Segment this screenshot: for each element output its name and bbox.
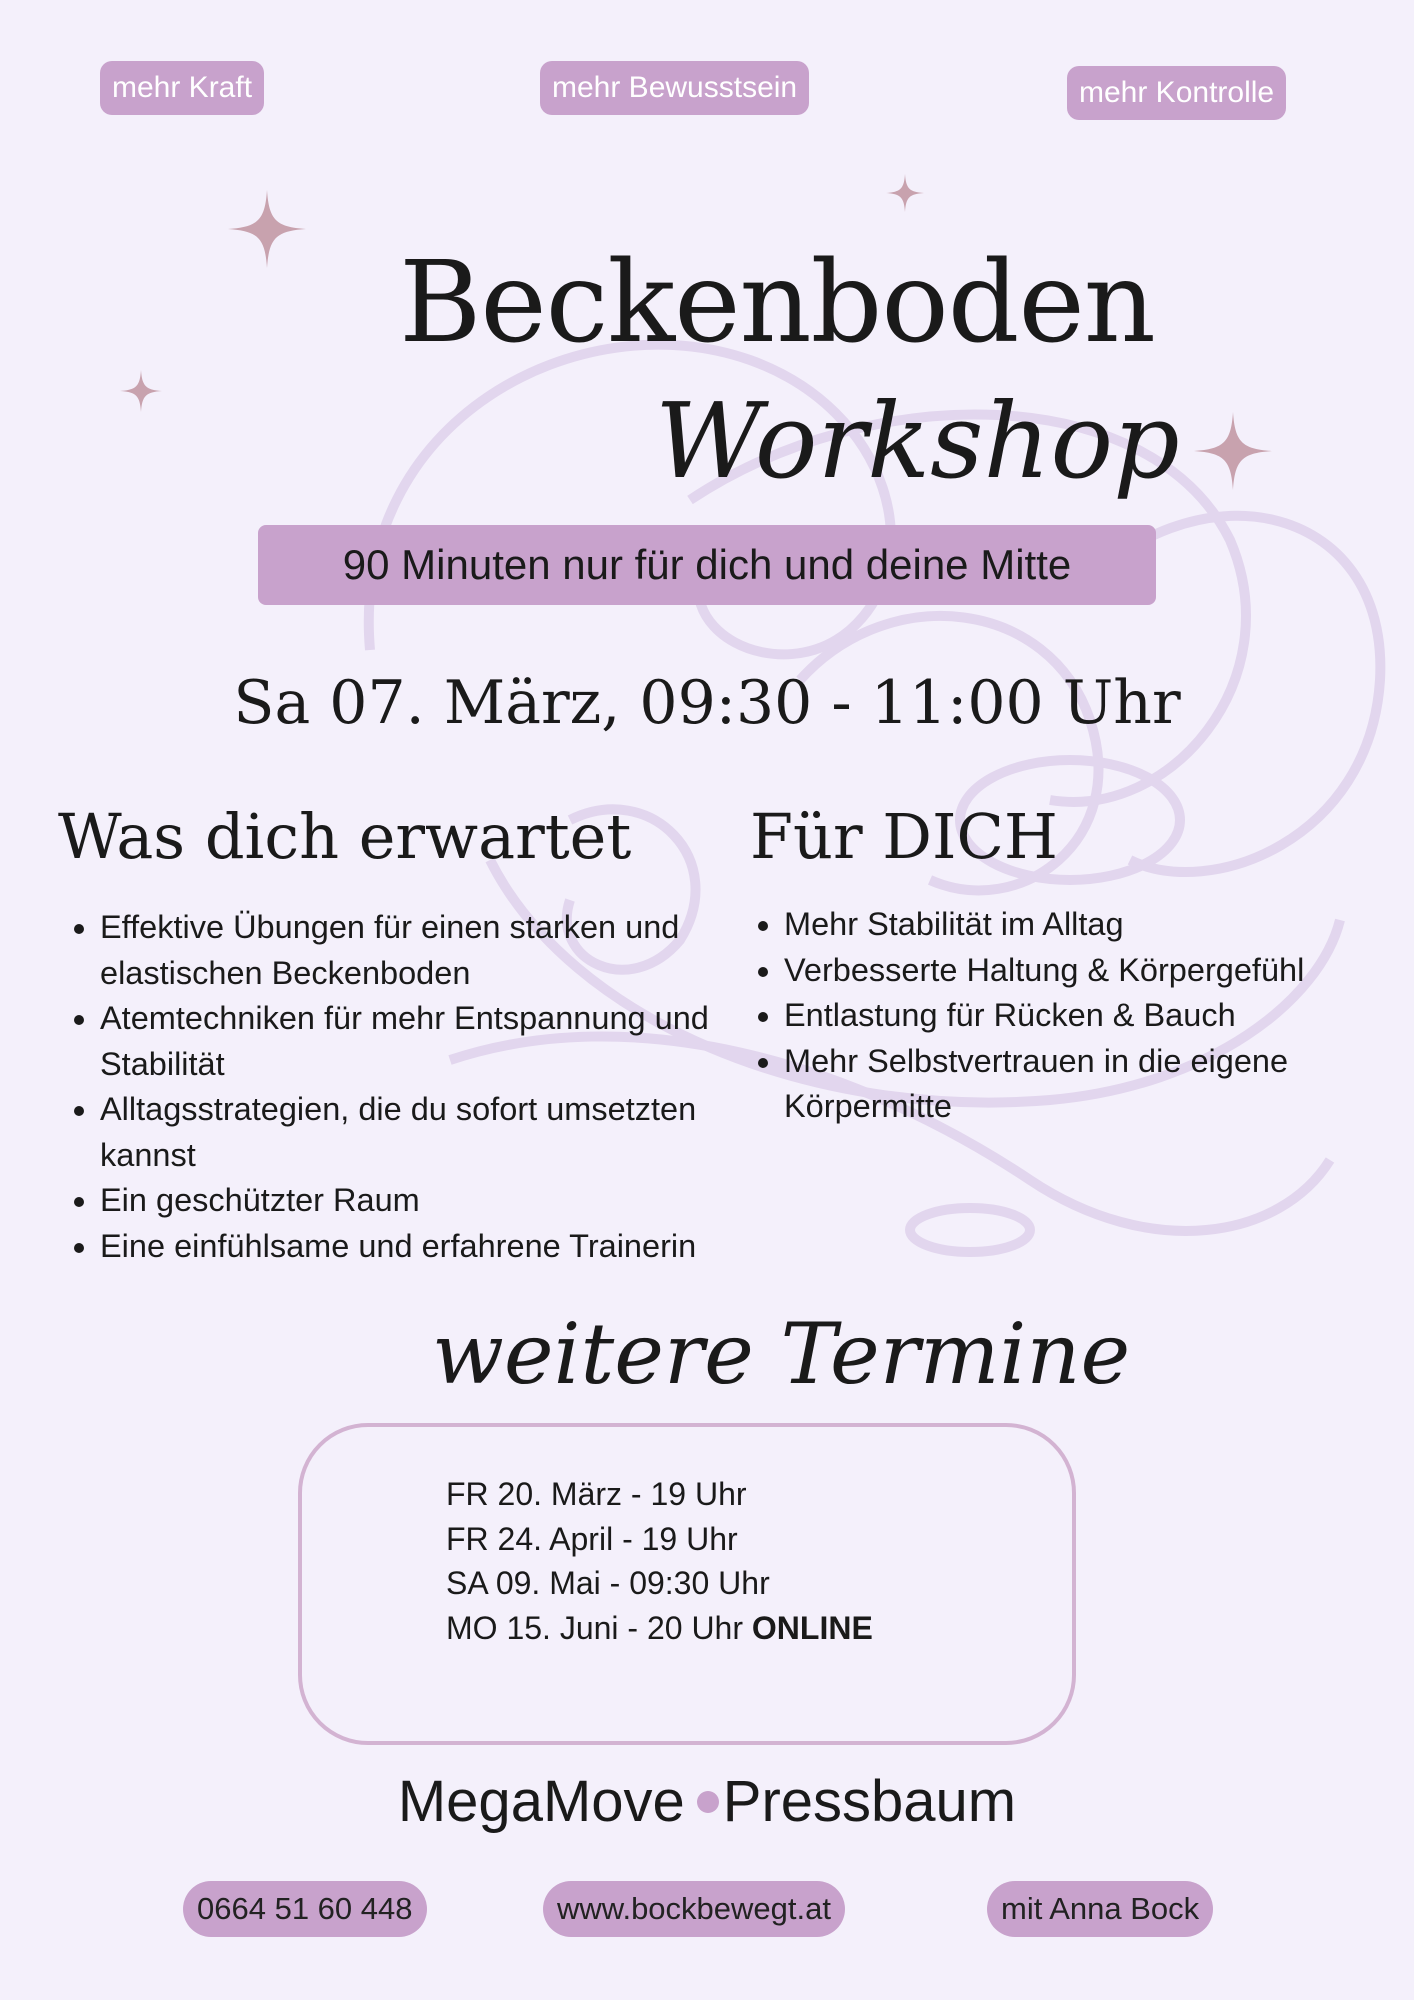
list-item: • Eine einfühlsame und erfahrene Trainerin [100,1224,740,1270]
phone-badge: 0664 51 60 448 [183,1881,427,1937]
more-dates-script-title: weitere Termine [432,1305,1131,1403]
dot-separator-icon [697,1791,719,1813]
sparkle-icon [1194,412,1272,490]
date-item: FR 24. April - 19 Uhr [446,1520,738,1557]
list-item: • Entlastung für Rücken & Bauch [784,993,1414,1039]
expectations-list [58,905,740,1269]
tag-kraft: mehr Kraft [100,61,264,115]
list-item: • Effektive Übungen für einen starken und elastischen Beckenboden [100,905,740,996]
event-date: Sa 07. März, 09:30 - 11:00 Uhr [233,668,1181,738]
subtitle-banner: 90 Minuten nur für dich und deine Mitte [258,525,1156,605]
page-title: Beckenboden [399,238,1155,368]
date-item: SA 09. Mai - 09:30 Uhr [446,1565,770,1601]
sparkle-icon [120,370,162,412]
benefits-list [742,902,1414,1130]
brand-line [0,1768,1414,1835]
brand-location: Pressbaum [722,1769,1017,1834]
list-item: • Mehr Stabilität im Alltag [784,902,1414,948]
website-link[interactable]: www.bockbewegt.at [543,1881,845,1937]
tag-bewusstsein: mehr Bewusstsein [540,61,809,115]
list-item: • Verbesserte Haltung & Körpergefühl [784,948,1414,994]
dates-list [446,1472,873,1650]
list-item: • Atemtechniken für mehr Entspannung und Stabilität [100,996,740,1087]
date-item-text: MO 15. Juni - 20 Uhr [446,1609,743,1646]
benefits-heading: Für DICH [750,800,1059,873]
workshop-script-title: Workshop [655,380,1180,502]
date-item: FR 20. März - 19 Uhr [446,1476,747,1512]
sparkle-icon [886,174,924,212]
list-item: • Alltagsstrategien, die du sofort umsetzten kannst [100,1087,740,1178]
expectations-heading: Was dich erwartet [58,800,632,873]
list-item: • Mehr Selbstvertrauen in die eigene Körpermitte [784,1039,1414,1130]
trainer-badge: mit Anna Bock [987,1881,1213,1937]
brand-name: MegaMove [397,1769,685,1834]
date-item [446,1606,873,1651]
tag-kontrolle: mehr Kontrolle [1067,66,1286,120]
online-label: ONLINE [751,1609,873,1646]
list-item: • Ein geschützter Raum [100,1178,740,1224]
